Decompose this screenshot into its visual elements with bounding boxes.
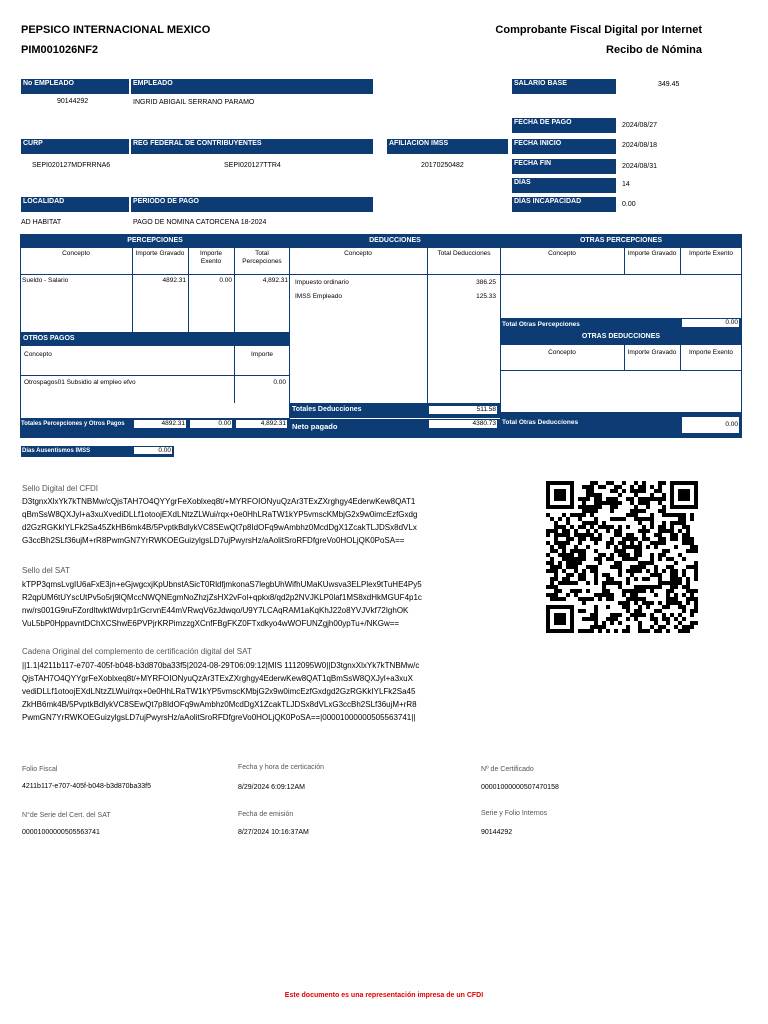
- totales-deducciones-value: 511.58: [428, 405, 498, 415]
- fecha-pago-value: 2024/08/27: [622, 122, 658, 129]
- divider: [290, 247, 500, 248]
- totales-percepciones-gravado: 4892.31: [133, 419, 187, 429]
- fecha-emision-value: 8/27/2024 10:16:37AM: [238, 829, 309, 836]
- sello-sat-line: kTPP3qmsLvgIU6aFxE3jn+eGjwgcxjKpUbnstASicT0RldfjmkonaS7legbUhWifhUMaKUwsva3ELPlex9tTuHE4Py5: [22, 580, 422, 589]
- divider: [624, 344, 625, 370]
- serie-sat-label: N°de Serie del Cert. del SAT: [22, 812, 111, 819]
- fecha-emision-label: Fecha de emisión: [238, 811, 294, 818]
- perc-col-total: Total Percepciones: [242, 250, 282, 265]
- periodo-value: PAGO DE NOMINA CATORCENA 18-2024: [133, 219, 267, 226]
- imss-header: AFILIACIÓN IMSS: [387, 139, 508, 154]
- totales-percepciones-label: Totales Percepciones y Otros Pagos: [21, 421, 125, 427]
- fecha-pago-header: FECHA DE PAGO: [512, 118, 616, 133]
- fecha-inicio-header: FECHA INICIO: [512, 139, 616, 154]
- otras-percepciones-header: OTRAS PERCEPCIONES: [501, 235, 741, 247]
- no-cert-label: Nº de Certificado: [481, 766, 534, 773]
- otros-pagos-row-concepto: Otrospagos01 Subsidio al empleo efvo: [24, 379, 136, 386]
- ded-row-concepto: Impuesto ordinario: [295, 279, 349, 286]
- divider: [501, 370, 741, 371]
- ded-row-concepto: IMSS Empleado: [295, 293, 342, 300]
- divider: [290, 274, 500, 275]
- sello-sat-line: R2qpUM6tUYscUtPv5o5rj9lQMccNWQNEgmNoZhzjZsHX2vFol+qpkx8/qd2p2NVJKLP0laf1MS8xdHkMGUF4p1c: [22, 593, 422, 602]
- otros-pagos-row-importe: 0.00: [273, 379, 286, 386]
- otros-pagos-header: OTROS PAGOS: [21, 332, 289, 346]
- otros-pagos-col-concepto: Concepto: [24, 351, 52, 358]
- imss-value: 20170250482: [421, 162, 464, 169]
- otros-pagos-col-importe: Importe: [250, 351, 274, 358]
- no-empleado-value: 90144292: [57, 98, 89, 105]
- fecha-fin-header: FECHA FIN: [512, 159, 616, 174]
- totales-percepciones-total: 4,892.31: [235, 419, 288, 429]
- dias-value: 14: [622, 181, 630, 188]
- folio-value: 4211b117-e707-405f-b048-b3d870ba33f5: [22, 783, 151, 790]
- perc-row-gravado: 4892.31: [162, 277, 186, 284]
- curp-value: SEPI020127MDFRRNA6: [32, 162, 111, 169]
- divider: [501, 344, 741, 345]
- ded-row-total: 125.33: [476, 293, 496, 300]
- rfc-header: REG FEDERAL DE CONTRIBUYENTES: [131, 139, 373, 154]
- serie-folio-value: 90144292: [481, 829, 513, 836]
- sello-sat-line: VuL5bP0HppavntDChXCShwE6PVPjrKRPimzzgXCnfFBgFKZ0FTxdkyo4wWOFUNZgjh00ypTu+/NKGw==: [22, 619, 400, 628]
- cadena-line: vediDLLf1otoojEXdLNtzZLWui/rqx+0e0HhLRaTW1kYP5vmscKMbjG2x9w0imcEzfGxdgd2GzRGKkIYLFk2Sa45: [22, 687, 416, 696]
- folio-label: Folio Fiscal: [22, 766, 58, 773]
- percepciones-header: PERCEPCIONES: [21, 235, 289, 247]
- op-col-gravado: Importe Gravado: [627, 250, 677, 257]
- divider: [501, 274, 741, 275]
- op-col-exento: Importe Exento: [688, 250, 734, 257]
- perc-row-total: 4,892.31: [262, 277, 288, 284]
- od-col-gravado: Importe Gravado: [627, 349, 677, 356]
- divider: [21, 247, 289, 248]
- fecha-inicio-value: 2024/08/18: [622, 142, 658, 149]
- sello-cfdi-line: D3tgnxXlxYk7kTNBMw/cQjsTAH7O4QYYgrFeXoblxeq8t/+MYRFOIONyuQzAr3TExZXrghgy4EderwKew8QAT1: [22, 497, 416, 506]
- perc-col-exento: Importe Exento: [199, 250, 223, 265]
- company-name: PEPSICO INTERNACIONAL MEXICO: [21, 24, 211, 36]
- od-col-concepto: Concepto: [548, 349, 576, 356]
- disclaimer: Este documento es una representación impresa de un CFDI: [284, 992, 484, 999]
- perc-col-concepto: Concepto: [62, 250, 90, 257]
- sello-cfdi-line: G3ccBh2SLf36ujM+rR8PwmGN7YrRWKOEGuizylgsLD7ujPwyrsHz/aAolitSroRFDfgreVo0HOLjQK0PoSA==: [22, 536, 405, 545]
- divider: [501, 247, 741, 248]
- perc-col-gravado: Importe Gravado: [135, 250, 185, 257]
- od-col-exento: Importe Exento: [688, 349, 734, 356]
- serie-sat-value: 00001000000505563741: [22, 829, 100, 836]
- sello-cfdi-line: qBmSsW8QXJyl+a3xuXvediDLLf1otoojEXdLNtzZLWui/rqx+0e0HhLRaTW1kYP5vmscKMbjG2x9w0imcEzfGxdg: [22, 510, 418, 519]
- perc-row-concepto: Sueldo - Salario: [22, 277, 69, 284]
- divider: [680, 344, 681, 370]
- empleado-value: INGRID ABIGAIL SERRANO PARAMO: [133, 99, 255, 106]
- divider: [234, 247, 235, 332]
- no-empleado-header: No EMPLEADO: [21, 79, 129, 94]
- op-total-value: 0.00: [681, 318, 740, 328]
- serie-folio-label: Serie y Folio Internos: [481, 810, 548, 817]
- ded-col-concepto: Concepto: [344, 250, 372, 257]
- otras-deducciones-header: OTRAS DEDUCCIONES: [581, 333, 661, 340]
- cadena-line: ||1.1|4211b117-e707-405f-b048-b3d870ba33f5|2024-08-29T06:09:12|MIS 1112095W0||D3tgnxXlxYk7kTNBMw/c: [22, 661, 420, 670]
- periodo-header: PERIODO DE PAGO: [131, 197, 373, 212]
- divider: [680, 247, 681, 274]
- localidad-header: LOCALIDAD: [21, 197, 129, 212]
- ded-row-total: 386.25: [476, 279, 496, 286]
- cadena-line: ZkHB6mk4B/5PvptkBdlykVC8SEwQt7p8IdOFq9wAmbhz0McdDgX1ZcakTLJDSx8dVLxG3ccBh2SLf36ujM+rR8: [22, 700, 417, 709]
- divider: [21, 274, 289, 275]
- sello-cfdi-line: d2GzRGKkIYLFk2Sa45ZkHB6mk4B/5PvptkBdlykVC8SEwQt7p8IdOFq9wAmbhz0McdDgX1ZcakTLJDSx8dVLx: [22, 523, 417, 532]
- divider: [132, 247, 133, 332]
- divider: [188, 247, 189, 332]
- cadena-label: Cadena Original del complemento de certificación digital del SAT: [22, 647, 252, 656]
- curp-header: CURP: [21, 139, 129, 154]
- ausentismos-value: 0.00: [133, 446, 173, 455]
- divider: [624, 247, 625, 274]
- company-rfc: PIM001026NF2: [21, 44, 99, 56]
- doc-title: Comprobante Fiscal Digital por Internet: [495, 24, 702, 36]
- sello-cfdi-label: Sello Digital del CFDI: [22, 484, 99, 493]
- divider: [427, 247, 428, 403]
- fecha-cert-label: Fecha y hora de certicación: [238, 764, 324, 771]
- perc-row-exento: 0.00: [219, 277, 232, 284]
- sello-sat-line: nw/rs001G9ruFZordltwktWdvrp1rGcrvnE44mVRwqV6zJdwqo/U9Y7LCAqRAM1aKqKhJ22o8YVJVkf72IghOK: [22, 606, 409, 615]
- dias-header: DÍAS: [512, 178, 616, 193]
- fecha-cert-value: 8/29/2024 6:09:12AM: [238, 784, 305, 791]
- totales-deducciones-label: Totales Deducciones: [292, 406, 362, 413]
- cadena-line: PwmGN7YrRWKOEGuizylgsLD7ujPwyrsHz/aAolitSroRFDfgreVo0HOLjQK0PoSA==|00001000000505563741||: [22, 713, 416, 722]
- incapacidad-header: DÍAS INCAPACIDAD: [512, 197, 616, 212]
- salario-header: SALARIO BASE: [512, 79, 616, 94]
- neto-value: 4380.73: [428, 419, 498, 429]
- salario-value: 349.45: [658, 81, 680, 88]
- neto-label: Neto pagado: [292, 422, 338, 431]
- rfc-value: SEPI020127TTR4: [224, 162, 281, 169]
- op-total-label: Total Otras Percepciones: [502, 321, 580, 328]
- od-total-value: 0.00: [681, 416, 740, 434]
- localidad-value: AD HABITAT: [21, 219, 62, 226]
- empleado-header: EMPLEADO: [131, 79, 373, 94]
- ded-col-total: Total Deducciones: [437, 250, 491, 257]
- od-total-label: Total Otras Deducciones: [502, 419, 579, 426]
- deducciones-header: DEDUCCIONES: [290, 235, 500, 247]
- fecha-fin-value: 2024/08/31: [622, 163, 658, 170]
- totales-percepciones-exento: 0.00: [189, 419, 233, 429]
- ausentismos-label: Días Ausentismos IMSS: [22, 448, 91, 454]
- op-col-concepto: Concepto: [548, 250, 576, 257]
- sello-sat-label: Sello del SAT: [22, 566, 70, 575]
- divider: [21, 375, 289, 376]
- no-cert-value: 00001000000507470158: [481, 784, 559, 791]
- doc-subtitle: Recibo de Nómina: [606, 44, 702, 56]
- cadena-line: QjsTAH7O4QYYgrFeXoblxeq8t/+MYRFOIONyuQzAr3TExZXrghgy4EderwKew8QAT1qBmSsW8QXJyl+a3xuX: [22, 674, 413, 683]
- qr-code-icon: [546, 481, 698, 633]
- incapacidad-value: 0.00: [622, 201, 636, 208]
